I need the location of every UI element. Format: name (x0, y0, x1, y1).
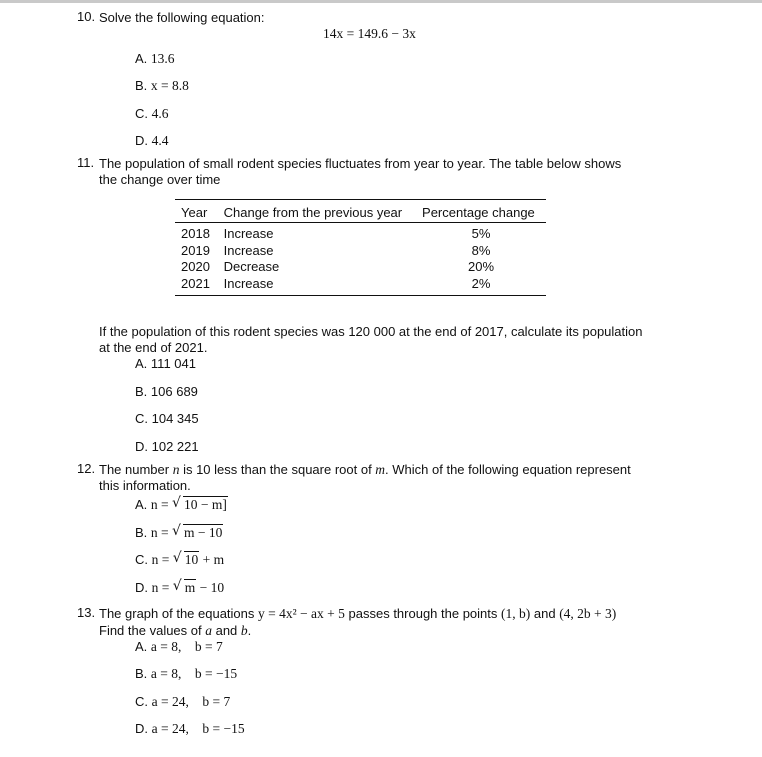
option-d[interactable] (135, 721, 245, 737)
text-segment: The graph of the equations (99, 606, 259, 621)
variable-b: b (240, 623, 248, 638)
radical-sign-icon: √ (172, 550, 182, 566)
option-d[interactable] (135, 580, 224, 596)
table-row (175, 276, 546, 296)
option-letter: B. (135, 384, 148, 399)
option-letter: A. (135, 356, 148, 371)
option-letter: A. (135, 639, 148, 654)
population-table (175, 199, 546, 296)
option-a[interactable] (135, 497, 228, 513)
question-text-line2: the change over time (99, 172, 221, 187)
option-c[interactable] (135, 694, 230, 710)
radicand: 10 (184, 552, 199, 567)
cell-change: Increase (223, 226, 274, 241)
option-after: − 10 (196, 580, 225, 595)
cell-change: Increase (223, 242, 274, 258)
cell-year: 2018 (181, 226, 210, 241)
table-row (175, 259, 546, 276)
question-text-line1 (99, 605, 616, 622)
question-text-line2: this information. (99, 478, 191, 493)
option-text: x = 8.8 (150, 78, 189, 93)
option-a[interactable] (135, 356, 196, 371)
variable-n: n (172, 462, 180, 477)
cell-year: 2019 (181, 242, 210, 258)
option-letter: B. (135, 666, 148, 681)
option-b[interactable] (135, 384, 198, 399)
text-segment: passes through the points (344, 606, 502, 621)
option-b[interactable] (135, 78, 189, 94)
question-text-line1: The population of small rodent species fluctuates from year to year. The table below shows (99, 156, 622, 171)
option-d[interactable] (135, 133, 169, 149)
option-lhs: n = (151, 552, 173, 567)
cell-percentage: 2% (471, 275, 491, 291)
cell-change: Decrease (223, 259, 280, 275)
option-letter: C. (135, 411, 148, 426)
option-text: a = 8, b = −15 (150, 666, 238, 681)
sqrt-expression (173, 552, 200, 568)
option-text: 111 041 (150, 356, 196, 371)
option-lhs: n = (150, 525, 173, 540)
option-letter: A. (135, 51, 148, 66)
header-change: Change from the previous year (223, 205, 403, 220)
option-c[interactable] (135, 552, 224, 568)
cell-change: Increase (223, 275, 274, 291)
radical-sign-icon: √ (172, 578, 182, 594)
option-text: a = 8, b = 7 (150, 639, 223, 654)
header-year: Year (181, 205, 208, 220)
top-divider (0, 0, 762, 3)
option-letter: B. (135, 78, 148, 93)
radicand: m − 10 (184, 525, 223, 540)
option-text: 106 689 (150, 384, 198, 399)
option-letter: D. (135, 721, 148, 736)
text-segment: and (530, 606, 560, 621)
question-number: 11. (77, 155, 95, 170)
text-segment: . Which of the following equation represent (385, 462, 631, 477)
sqrt-expression (172, 525, 223, 541)
option-c[interactable] (135, 106, 169, 122)
cell-percentage: 20% (468, 259, 495, 275)
followup-text-line1: If the population of this rodent species was 120 000 at the end of 2017, calculate its population (99, 324, 643, 339)
question-equation: 14x = 149.6 − 3x (323, 26, 416, 41)
option-letter: A. (135, 497, 148, 512)
option-b[interactable] (135, 666, 237, 682)
table-row (175, 223, 546, 243)
option-letter: C. (135, 552, 148, 567)
table-row (175, 243, 546, 260)
option-text: a = 24, b = −15 (151, 721, 245, 736)
question-number: 10. (77, 9, 96, 24)
radicand: 10 − m] (184, 497, 227, 512)
option-text: 104 345 (151, 411, 199, 426)
question-number: 13. (77, 605, 96, 620)
text-segment: Find the values of (99, 623, 206, 638)
option-d[interactable] (135, 439, 199, 454)
option-a[interactable] (135, 639, 223, 655)
point-2: (4, 2b + 3) (559, 606, 617, 621)
option-text: a = 24, b = 7 (151, 694, 231, 709)
cell-year: 2020 (181, 259, 210, 275)
option-text: 102 221 (151, 439, 199, 454)
option-lhs: n = (150, 497, 173, 512)
text-segment: and (211, 623, 241, 638)
option-text: 4.6 (151, 106, 169, 121)
option-letter: D. (135, 439, 148, 454)
cell-percentage: 5% (471, 226, 491, 241)
option-letter: D. (135, 133, 148, 148)
sqrt-expression (173, 580, 197, 596)
option-c[interactable] (135, 411, 199, 426)
table-header-row (175, 200, 546, 223)
option-b[interactable] (135, 525, 223, 541)
question-text-line1 (99, 461, 631, 478)
point-1: (1, b) (501, 606, 531, 621)
option-letter: D. (135, 580, 148, 595)
option-text: 13.6 (150, 51, 175, 66)
text-segment: . (247, 623, 252, 638)
variable-m: m (375, 462, 386, 477)
option-letter: C. (135, 694, 148, 709)
radicand: m (184, 580, 196, 595)
question-number: 12. (77, 461, 96, 476)
variable-a: a (205, 623, 212, 638)
text-segment: The number (99, 462, 173, 477)
question-text-line2 (99, 622, 251, 639)
cell-percentage: 8% (471, 242, 491, 258)
option-after: + m (199, 552, 225, 567)
option-letter: B. (135, 525, 148, 540)
option-a[interactable] (135, 51, 175, 67)
text-segment: is 10 less than the square root of (179, 462, 376, 477)
cell-year: 2021 (181, 275, 210, 291)
sqrt-expression (172, 497, 228, 513)
graph-equation: y = 4x² − ax + 5 (258, 606, 345, 621)
header-percentage: Percentage change (422, 205, 535, 220)
option-letter: C. (135, 106, 148, 121)
radical-sign-icon: √ (172, 495, 181, 511)
radical-sign-icon: √ (172, 523, 181, 539)
followup-text-line2: at the end of 2021. (99, 340, 208, 355)
option-lhs: n = (151, 580, 173, 595)
option-text: 4.4 (151, 133, 169, 148)
question-text: Solve the following equation: (99, 10, 265, 25)
